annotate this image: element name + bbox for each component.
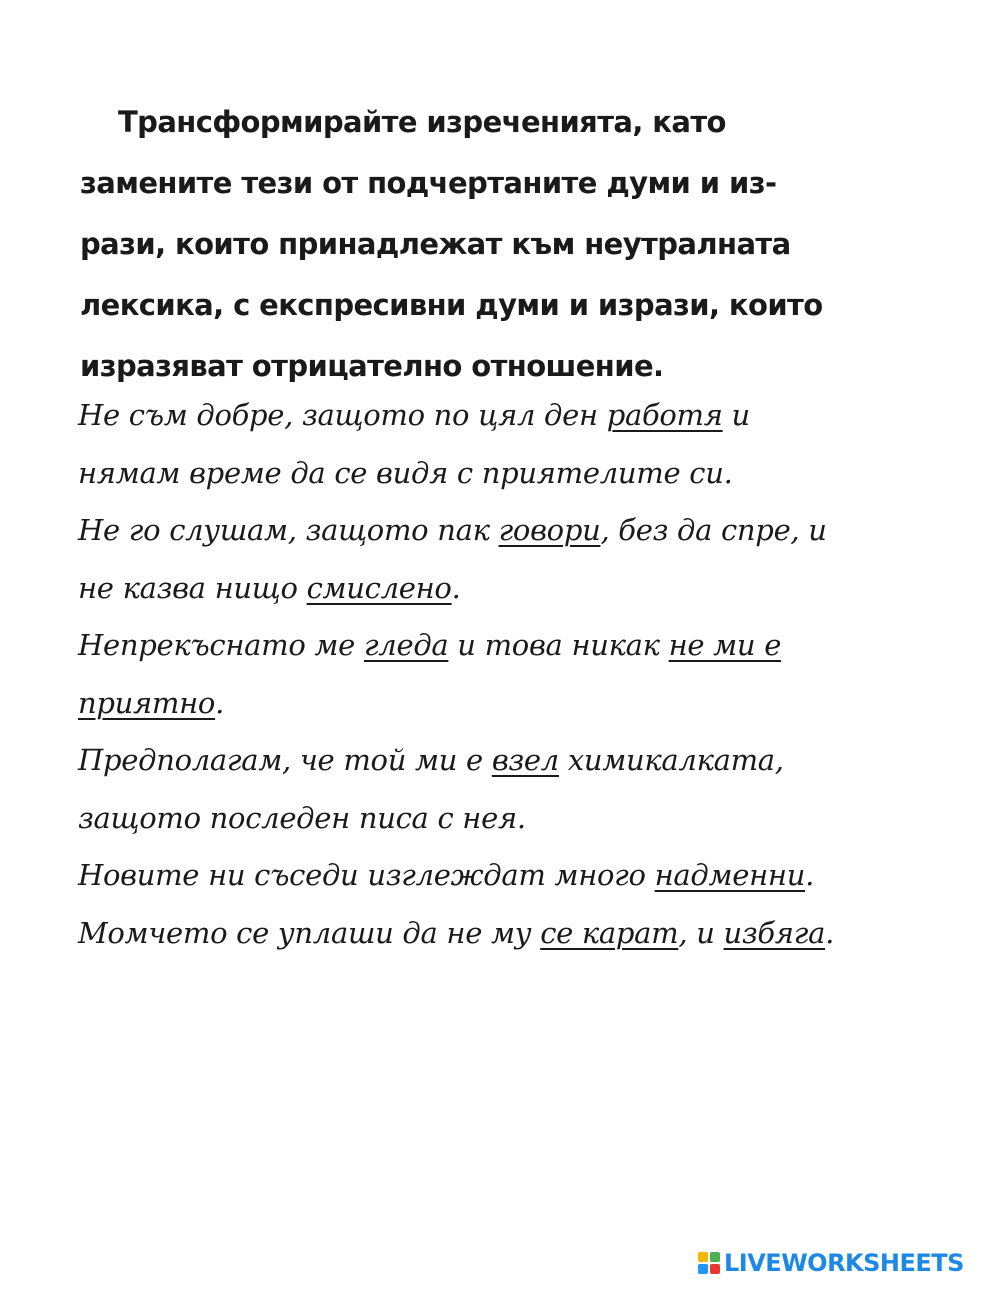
instruction-text: [80, 92, 920, 397]
sentence-3-line-2: [78, 675, 938, 733]
watermark-text: LIVEWORKSHEETS: [724, 1249, 964, 1277]
underlined-word: говори: [498, 513, 601, 547]
sentence-text: .: [451, 570, 461, 605]
underlined-word: избяга: [723, 915, 826, 950]
instruction-line: лексика, с експресивни думи и изрази, които: [80, 288, 823, 322]
liveworksheets-logo-icon: [698, 1252, 720, 1274]
sentence-1-line-1: [78, 387, 938, 445]
underlined-word: надменни: [654, 858, 806, 892]
instruction-line: рази, които принадлежат към неутралната: [80, 227, 791, 261]
sentence-2-line-1: [78, 502, 938, 560]
instruction-line: замените тези от подчертаните думи и из-: [80, 166, 777, 200]
underlined-word: работя: [606, 398, 723, 432]
underlined-word: приятно: [78, 685, 216, 720]
sentence-text: и: [722, 398, 750, 432]
sentence-text: , без да спре, и: [600, 513, 827, 547]
sentence-4-line-2: защото последен писа с нея.: [78, 800, 526, 835]
sentence-text: Непрекъснато ме: [78, 628, 364, 662]
liveworksheets-watermark: [698, 1250, 964, 1276]
sentence-text: Предполагам, че той ми е: [78, 743, 492, 777]
sentence-4-line-1: [78, 732, 938, 790]
sentence-1-line-2: нямам време да се видя с приятелите си.: [78, 455, 733, 490]
sentence-text: не казва нищо: [78, 570, 307, 605]
sentence-text: Не го слушам, защото пак: [78, 513, 499, 547]
underlined-word: смислено: [306, 570, 452, 605]
underlined-word: гледа: [363, 628, 449, 662]
sentence-2-line-2: [78, 560, 938, 618]
sentence-text: Момчето се уплаши да не му: [78, 915, 541, 950]
underlined-word: не ми е: [668, 628, 782, 662]
underlined-word: се карат: [540, 915, 679, 950]
sentence-5-line-1: [78, 847, 938, 905]
sentence-3-line-1: [78, 617, 938, 675]
sentence-text: .: [805, 858, 814, 892]
instruction-line: Трансформирайте изреченията, като: [118, 105, 726, 139]
sentence-text: .: [825, 915, 834, 950]
sentence-text: Новите ни съседи изглеждат много: [78, 858, 655, 892]
sentence-text: Не съм добре, защото по цял ден: [78, 398, 607, 432]
sentence-text: .: [215, 685, 225, 720]
sentence-text: и това никак: [448, 628, 669, 662]
instruction-line: изразяват отрицателно отношение.: [80, 349, 664, 383]
sentence-text: , и: [678, 915, 724, 950]
underlined-word: взел: [491, 743, 559, 777]
sentence-6-line-1: [78, 905, 938, 963]
sentence-text: химикалката,: [558, 743, 784, 777]
sentence-list: [78, 387, 938, 962]
